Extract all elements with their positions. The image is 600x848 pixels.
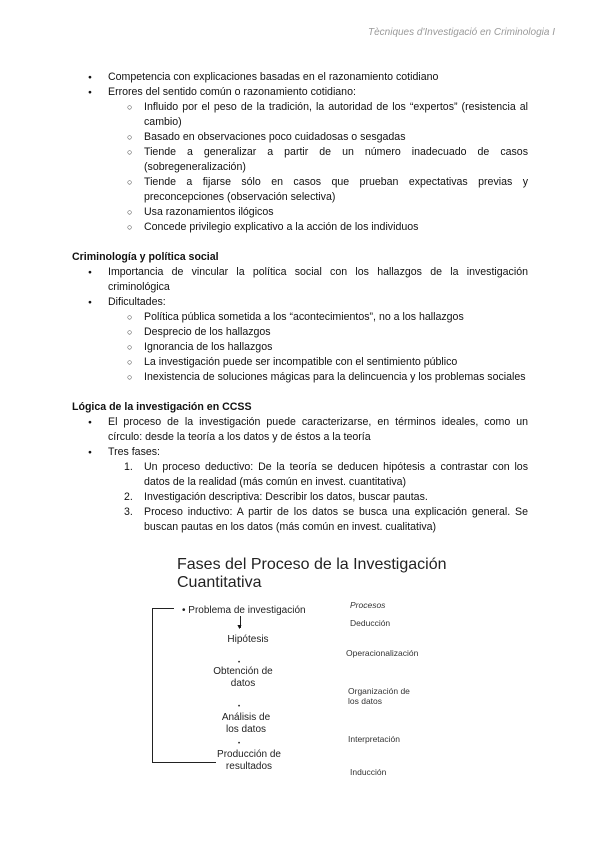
sub-list-item: ○ Desprecio de los hallazgos xyxy=(72,325,528,340)
sub-list-item: ○ Usa razonamientos ilógicos xyxy=(72,205,528,220)
list-item: ● Dificultades: xyxy=(72,295,528,310)
section-heading: Lógica de la investigación en CCSS xyxy=(72,401,252,413)
bracket-line xyxy=(152,608,153,762)
bullet-icon: • xyxy=(238,660,241,666)
sub-list-item: ○ Concede privilegio explicativo a la acción de los individuos xyxy=(72,220,528,235)
bullet-icon: • xyxy=(238,704,241,710)
processes-label: Procesos xyxy=(350,600,386,610)
bullet-icon: • xyxy=(238,741,241,747)
section-heading: Criminología y política social xyxy=(72,251,219,263)
process-operationalization: Operacionalización xyxy=(346,648,419,658)
process-deduction: Deducción xyxy=(350,618,391,628)
numbered-item: 1. Un proceso deductivo: De la teoría se deducen hipótesis a contrastar con los datos de la realidad (más común en invest. cuantitativa) xyxy=(124,461,528,488)
sub-list-item: ○ Tiende a generalizar a partir de un número inadecuado de casos (sobregeneralización) xyxy=(72,145,528,175)
sub-list-item: ○ Influido por el peso de la tradición, la autoridad de los “expertos” (resistencia al cambio) xyxy=(72,100,528,130)
bracket-line-top xyxy=(152,608,174,609)
process-data-organization: Organización de los datos xyxy=(348,686,410,706)
bracket-line-bottom xyxy=(152,762,216,763)
process-diagram xyxy=(150,556,450,786)
sub-list-item: ○ Tiende a fijarse sólo en casos que prueban expectativas previas y preconcepciones (observación selectiva) xyxy=(72,175,528,205)
list-item: ● Errores del sentido común o razonamiento cotidiano: xyxy=(72,85,528,100)
sub-list-item: ○ Basado en observaciones poco cuidadosas o sesgadas xyxy=(72,130,528,145)
step-results: Producción de resultados xyxy=(217,749,281,772)
sub-list-item: ○ Ignorancia de los hallazgos xyxy=(72,340,528,355)
list-item: ● El proceso de la investigación puede caracterizarse, en términos ideales, como un círculo: desde la teoría a los datos y de éstos a la teoría xyxy=(72,415,528,445)
running-header: Tècniques d'Investigació en Criminologia I xyxy=(367,27,555,38)
list-item: ● Tres fases: xyxy=(72,445,528,460)
document-body xyxy=(72,70,528,535)
step-problem: • Problema de investigación xyxy=(182,605,306,616)
list-item: ● Importancia de vincular la política social con los hallazgos de la investigación criminológica xyxy=(72,265,528,295)
process-interpretation: Interpretación xyxy=(348,734,400,744)
step-data-collection: Obtención de datos xyxy=(213,666,273,689)
step-data-analysis: Análisis de los datos xyxy=(221,712,271,735)
arrow-down-icon: ▼ xyxy=(236,624,243,631)
sub-list-item: ○ Política pública sometida a los “acontecimientos”, no a los hallazgos xyxy=(72,310,528,325)
sub-list-item: ○ Inexistencia de soluciones mágicas para la delincuencia y los problemas sociales xyxy=(72,370,528,385)
diagram-title: Fases del Proceso de la Investigación Cuantitativa xyxy=(177,556,447,591)
process-induction: Inducción xyxy=(350,767,387,777)
sub-list-item: ○ La investigación puede ser incompatible con el sentimiento público xyxy=(72,355,528,370)
numbered-item: 3. Proceso inductivo: A partir de los datos se busca una explicación general. Se buscan pautas en los datos (más común en invest. cualitativa) xyxy=(124,506,528,533)
step-hypothesis: Hipótesis xyxy=(227,634,269,645)
list-item: ● Competencia con explicaciones basadas en el razonamiento cotidiano xyxy=(72,70,528,85)
numbered-item: 2. Investigación descriptiva: Describir los datos, buscar pautas. xyxy=(124,491,428,503)
